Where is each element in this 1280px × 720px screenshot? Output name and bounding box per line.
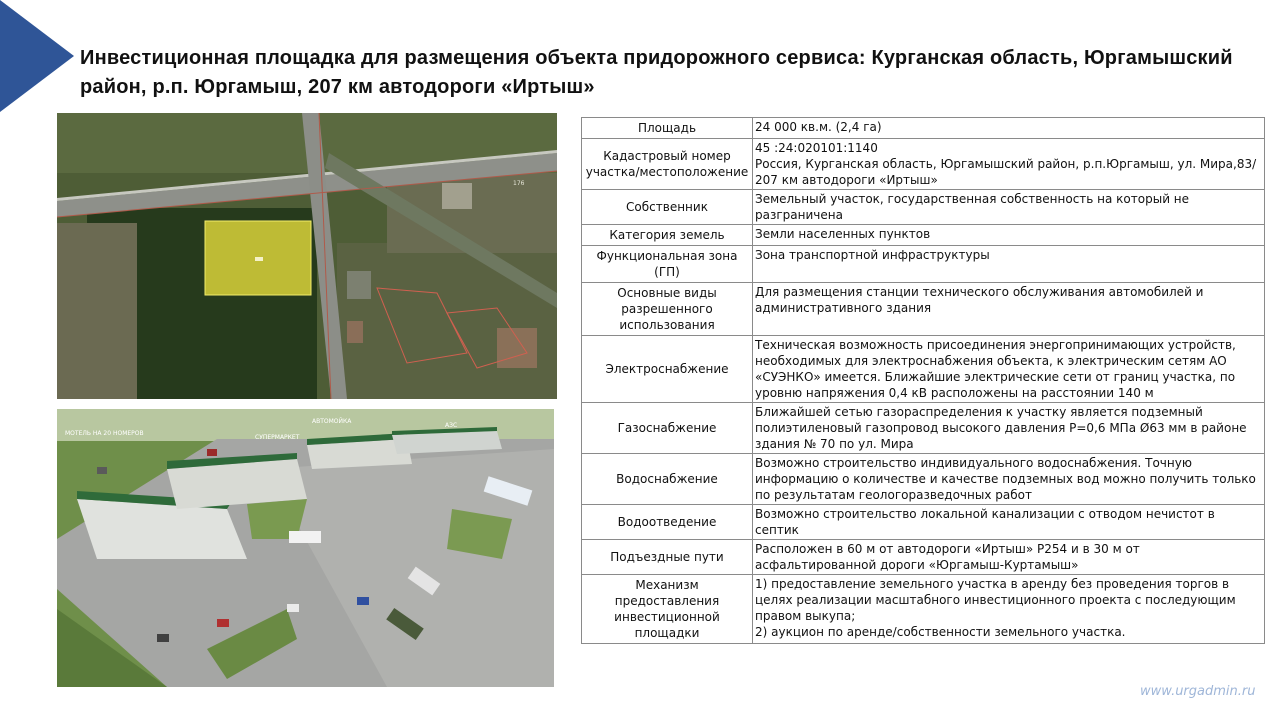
row-value <box>753 246 1265 283</box>
row-value <box>753 575 1265 644</box>
row-value-line: Ближайшей сетью газораспределения к участку является подземный полиэтиленовый газопровод высокого давления Р=0,6 МПа Ø63 мм в районе здания № 70 по ул. Мира <box>755 405 1247 451</box>
row-value-line: 1) предоставление земельного участка в аренду без проведения торгов в целях реализации масштабного инвестиционного проекта с последующим правом выкупа; <box>755 577 1236 623</box>
row-value-line: 2) аукцион по аренде/собственности земельного участка. <box>755 625 1126 639</box>
row-value <box>753 139 1265 190</box>
render-sign-motel: МОТЕЛЬ НА 20 НОМЕРОВ <box>65 430 144 437</box>
table-row <box>582 139 1265 190</box>
table-row <box>582 505 1265 540</box>
row-label: Кадастровый номер участка/местоположение <box>582 139 753 190</box>
row-value-line: Возможно строительство индивидуального водоснабжения. Точную информацию о количестве и качестве подземных вод можно получить только по результатам геологоразведочных работ <box>755 456 1256 502</box>
row-value <box>753 336 1265 403</box>
row-value <box>753 505 1265 540</box>
row-label: Механизм предоставления инвестиционной площадки <box>582 575 753 644</box>
row-label: Площадь <box>582 118 753 139</box>
row-label: Газоснабжение <box>582 403 753 454</box>
row-value-line: Техническая возможность присоединения энергопринимающих устройств, необходимых для электроснабжения объекта, к электрическим сетям АО «СУЭНКО» имеется. Ближайшие электрические сети от границ участка, по уровню напряжения 0,4 кВ расположены на расстоянии 140 м <box>755 338 1236 400</box>
row-value-line: Россия, Курганская область, Юргамышский район, р.п.Юргамыш, ул. Мира,83/ <box>755 157 1257 171</box>
row-label: Собственник <box>582 190 753 225</box>
row-value-line: Для размещения станции технического обслуживания автомобилей и административного здания <box>755 285 1204 315</box>
investment-site-info-table <box>581 117 1265 644</box>
row-label: Водоснабжение <box>582 454 753 505</box>
table-row <box>582 336 1265 403</box>
render-sign-gas-station: АЗС <box>445 422 458 429</box>
row-value-line: 45 :24:020101:1140 <box>755 141 878 155</box>
row-value <box>753 118 1265 139</box>
table-row <box>582 118 1265 139</box>
row-value-line: 207 км автодороги «Иртыш» <box>755 173 938 187</box>
row-value <box>753 403 1265 454</box>
complex-render-image <box>57 409 554 687</box>
table-row <box>582 575 1265 644</box>
row-label: Основные виды разрешенного использования <box>582 283 753 336</box>
corner-accent-triangle <box>0 0 74 112</box>
table-row <box>582 283 1265 336</box>
table-row <box>582 454 1265 505</box>
table-row <box>582 540 1265 575</box>
row-value-line: Земли населенных пунктов <box>755 227 931 241</box>
table-row <box>582 190 1265 225</box>
row-value <box>753 540 1265 575</box>
table-row <box>582 403 1265 454</box>
row-value <box>753 454 1265 505</box>
page-title: Инвестиционная площадка для размещения объекта придорожного сервиса: Курганская область, Юргамышский район, р.п. Юргамыш, 207 км автодороги «Иртыш» <box>80 47 1233 98</box>
table-row <box>582 225 1265 246</box>
row-value <box>753 190 1265 225</box>
row-label: Электроснабжение <box>582 336 753 403</box>
row-label: Категория земель <box>582 225 753 246</box>
row-value-line: Возможно строительство локальной канализации с отводом нечистот в септик <box>755 507 1215 537</box>
row-value <box>753 283 1265 336</box>
row-value-line: Земельный участок, государственная собственность на который не разграничена <box>755 192 1190 222</box>
table-row <box>582 246 1265 283</box>
row-value-line: Зона транспортной инфраструктуры <box>755 248 990 262</box>
map-road-number-label: 176 <box>513 180 525 187</box>
row-value <box>753 225 1265 246</box>
row-label: Подъездные пути <box>582 540 753 575</box>
render-sign-supermarket: СУПЕРМАРКЕТ <box>255 434 300 441</box>
row-value-line: 24 000 кв.м. (2,4 га) <box>755 120 882 134</box>
row-label: Водоотведение <box>582 505 753 540</box>
satellite-map-image <box>57 113 557 399</box>
row-label: Функциональная зона (ГП) <box>582 246 753 283</box>
render-sign-carwash: АВТОМОЙКА <box>312 418 352 425</box>
watermark: www.urgadmin.ru <box>1140 684 1256 699</box>
row-value-line: Расположен в 60 м от автодороги «Иртыш» Р254 и в 30 м от асфальтированной дороги «Юргамыш-Куртамыш» <box>755 542 1140 572</box>
